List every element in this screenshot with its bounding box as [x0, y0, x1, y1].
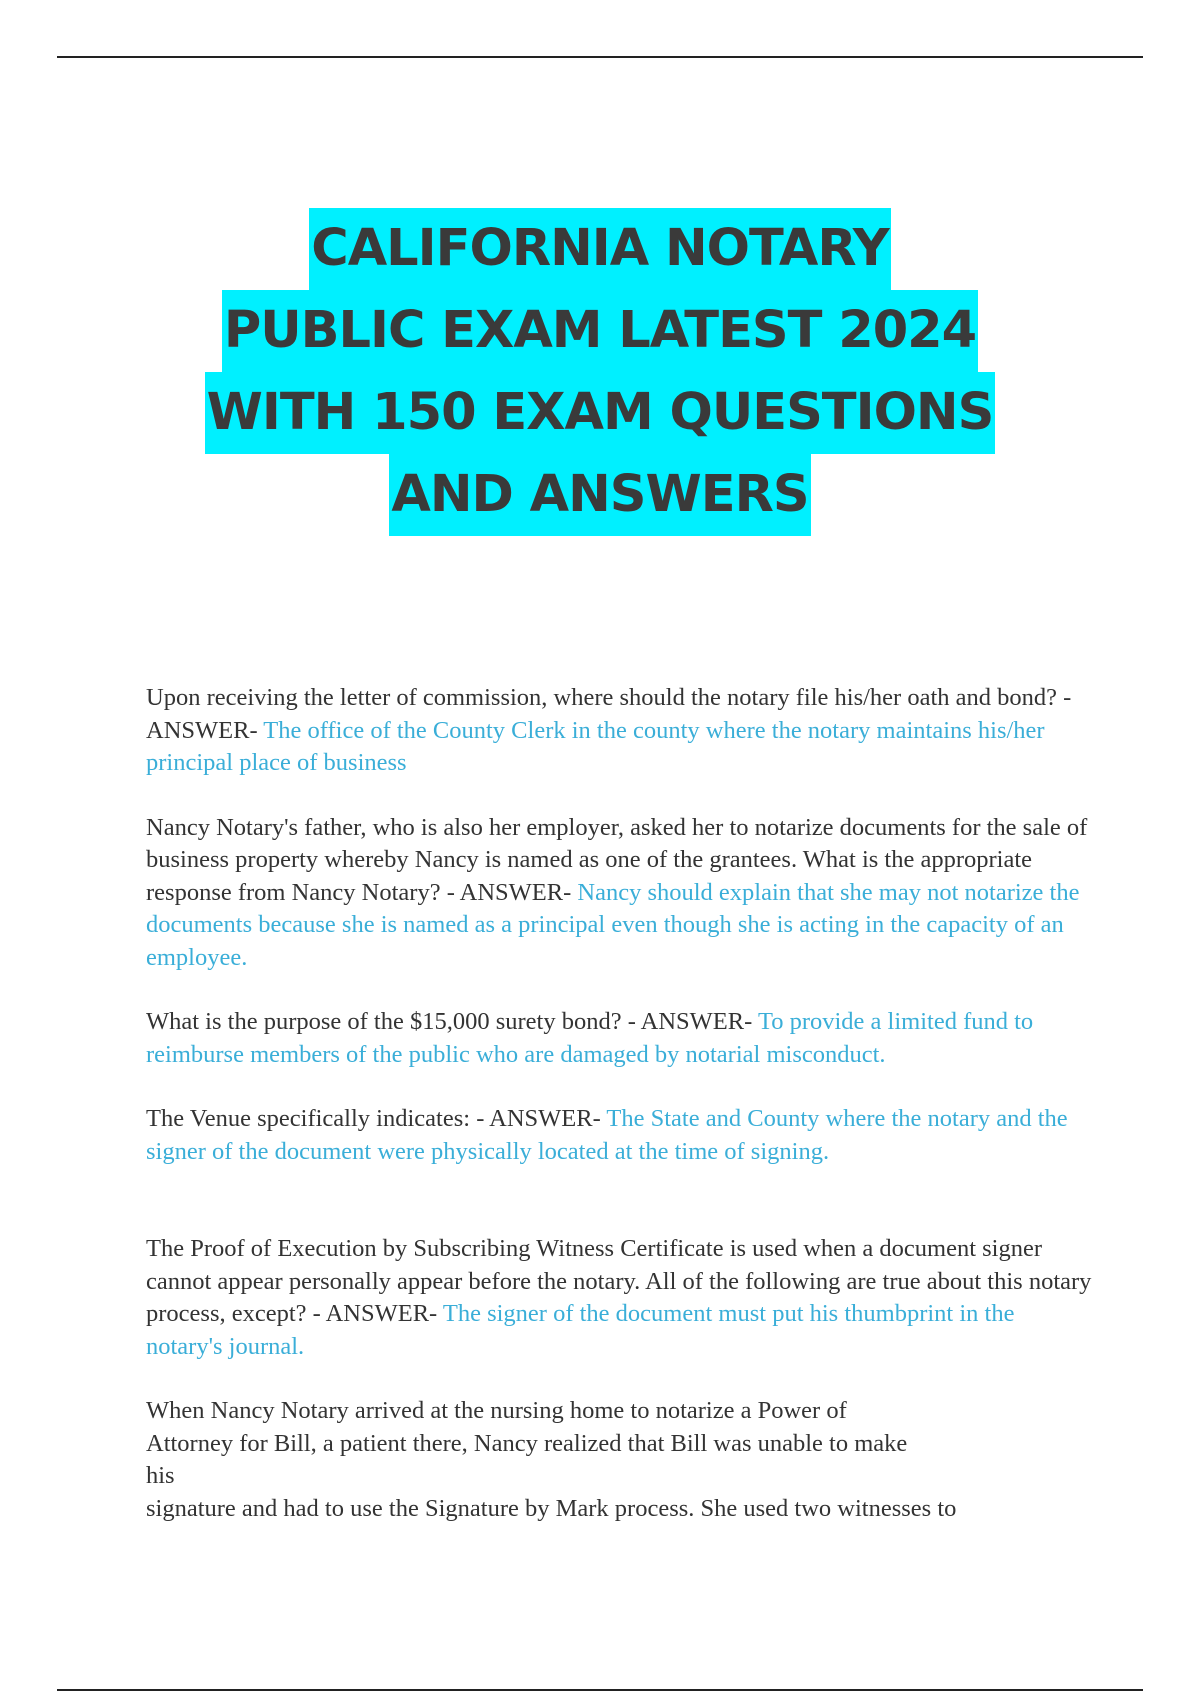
question-answer-list [146, 682, 1096, 1525]
top-rule [57, 56, 1143, 58]
answer-separator: - ANSWER- [440, 878, 578, 906]
qa-item [146, 1006, 1096, 1071]
bottom-rule [57, 1689, 1143, 1691]
continued-line-4: signature and had to use the Signature by Mark process. She used two witnesses to [146, 1494, 957, 1522]
continued-line-1: When Nancy Notary arrived at the nursing home to notarize a Power of [146, 1397, 847, 1424]
answer-text: Nancy should explain that she may not notarize the documents because she is named as a principal even though she is acting in the capacity of an employee. [146, 878, 1080, 971]
qa-item [146, 1233, 1096, 1363]
continued-line-3: his [146, 1462, 175, 1489]
qa-item [146, 1103, 1096, 1168]
title-line-2: PUBLIC EXAM LATEST 2024 [222, 290, 978, 372]
answer-separator: - ANSWER- [306, 1300, 443, 1327]
question-text: The Venue specifically indicates: [146, 1105, 471, 1132]
answer-separator: - ANSWER- [146, 684, 1072, 744]
document-title [0, 208, 1200, 536]
qa-item-continued [146, 1395, 1096, 1525]
answer-text: The State and County where the notary and the signer of the document were physically located at the time of signing. [146, 1105, 1068, 1165]
title-line-1: CALIFORNIA NOTARY [309, 208, 890, 290]
title-line-3: WITH 150 EXAM QUESTIONS [205, 372, 996, 454]
question-text: What is the purpose of the $15,000 surety bond? [146, 1008, 622, 1035]
continued-line-2: Attorney for Bill, a patient there, Nancy realized that Bill was unable to make [146, 1429, 908, 1457]
question-text: The Proof of Execution by Subscribing Witness Certificate is used when a document signer cannot appear personally appear before the notary. All of the following are true about this notary process, except? [146, 1235, 1092, 1327]
answer-separator: - ANSWER- [621, 1008, 758, 1035]
answer-text: The signer of the document must put his thumbprint in the notary's journal. [146, 1300, 1015, 1360]
answer-text: The office of the County Clerk in the county where the notary maintains his/her principal place of business [146, 716, 1045, 776]
qa-item [146, 682, 1096, 780]
answer-text: To provide a limited fund to reimburse members of the public who are damaged by notarial misconduct. [146, 1008, 1034, 1068]
question-text: Nancy Notary's father, who is also her employer, asked her to notarize documents for the sale of business property whereby Nancy is named as one of the grantees. What is the appropriate response from Nancy Notary? [146, 813, 1088, 906]
question-text: Upon receiving the letter of commission, where should the notary file his/her oath and bond? [146, 684, 1058, 711]
answer-separator: - ANSWER- [470, 1105, 607, 1132]
title-line-4: AND ANSWERS [389, 454, 810, 536]
qa-item [146, 812, 1096, 975]
